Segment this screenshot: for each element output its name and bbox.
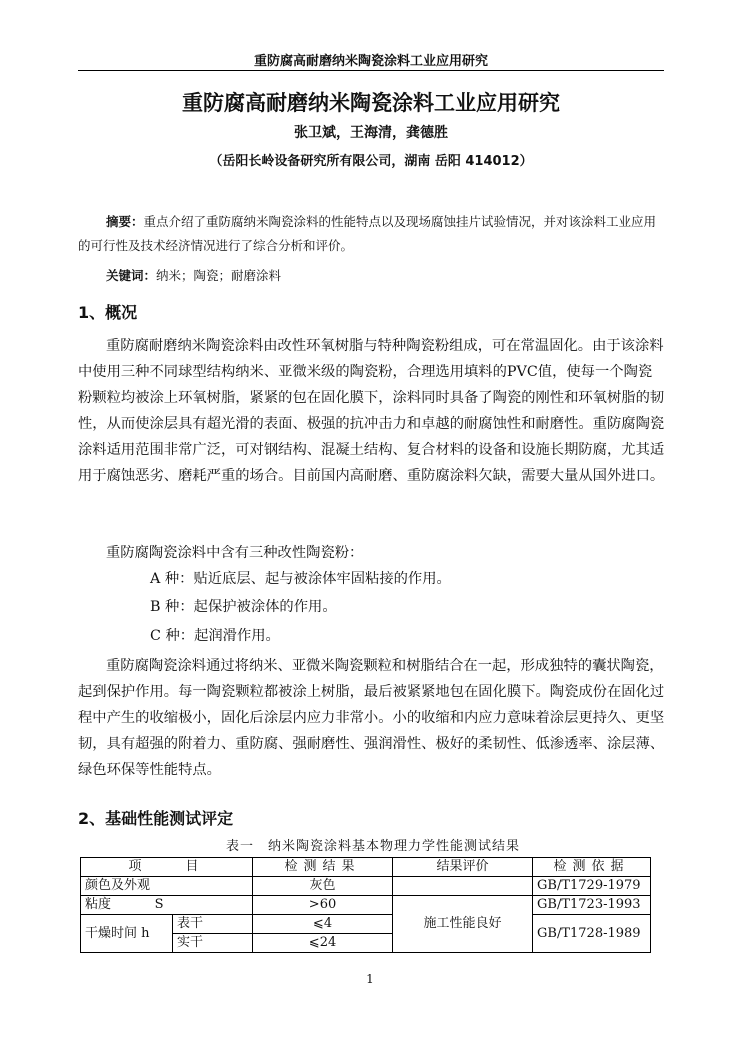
section-1-paragraph-2: 重防腐陶瓷涂料中含有三种改性陶瓷粉： [106,545,364,561]
header-rule [78,70,664,71]
evaluation-cell: 施工性能良好 [393,896,533,953]
hard-dry-value: ⩽24 [253,934,393,953]
table-row [81,915,651,934]
viscosity-label: 粘度 [85,897,112,912]
row-basis: GB/T1729-1979 [533,877,651,896]
page-number: 1 [366,972,374,986]
row-label: 颜色及外观 [81,877,253,896]
surface-dry-label: 表干 [173,915,253,934]
header-item: 项 目 [81,858,253,877]
row-result: >60 [253,896,393,915]
header-evaluation: 结果评价 [393,858,533,877]
header-basis: 检测依据 [533,858,651,877]
header-result: 检测结果 [253,858,393,877]
section-1-paragraph-3: 重防腐陶瓷涂料通过将纳米、亚微米陶瓷颗粒和树脂结合在一起，形成独特的囊状陶瓷，起到保护作用。每一陶瓷颗粒都被涂上树脂，最后被紧紧地包在固化膜下。陶瓷成份在固化过程中产生的收缩极小，固化后涂层内应力非常小。小的收缩和内应力意味着涂层更持久、更坚韧，具有超强的附着力、重防腐、强耐磨性、强润滑性、极好的柔韧性、低渗透率、涂层薄、绿色环保等性能特点。 [78,658,665,778]
keywords-label: 关键词： [106,268,157,283]
keywords-text: 纳米；陶瓷；耐磨涂料 [156,268,282,283]
abstract-label: 摘要： [106,214,144,229]
drying-basis: GB/T1728-1989 [533,915,651,953]
properties-table [80,857,651,953]
row-basis: GB/T1723-1993 [533,896,651,915]
surface-dry-value: ⩽4 [253,915,393,934]
running-header: 重防腐高耐磨纳米陶瓷涂料工业应用研究 [253,54,488,69]
table-row [81,877,651,896]
drying-label: 干燥时间 h [81,915,173,953]
table-header-row [81,858,651,877]
affiliation: （岳阳长岭设备研究所有限公司，湖南 岳阳 414012） [209,154,533,169]
abstract-text: 重点介绍了重防腐纳米陶瓷涂料的性能特点以及现场腐蚀挂片试验情况，并对该涂料工业应用的可行性及技术经济情况进行了综合分析和评价。 [78,214,657,253]
paper-title: 重防腐高耐磨纳米陶瓷涂料工业应用研究 [182,91,560,115]
table-caption: 表一 纳米陶瓷涂料基本物理力学性能测试结果 [225,839,520,854]
list-item-c: C 种：起润滑作用。 [150,628,280,644]
section-1-heading: 1、概况 [78,303,138,322]
row-result: 灰色 [253,877,393,896]
viscosity-unit: S [154,897,164,912]
keywords [106,266,666,286]
list-item-a: A 种：贴近底层、起与被涂体牢固粘接的作用。 [150,571,451,587]
table-row [81,896,651,915]
section-2-heading: 2、基础性能测试评定 [78,809,234,828]
list-item-b: B 种：起保护被涂体的作用。 [150,599,337,615]
row-label [81,896,253,915]
row-evaluation [393,877,533,896]
section-1-paragraph-1: 重防腐耐磨纳米陶瓷涂料由改性环氧树脂与特种陶瓷粉组成，可在常温固化。由于该涂料中使用三种不同球型结构纳米、亚微米级的陶瓷粉，合理选用填料的PVC值，使每一个陶瓷粉颗粒均被涂上环氧树脂，紧紧的包在固化膜下，涂料同时具备了陶瓷的刚性和环氧树脂的韧性，从而使涂层具有超光滑的表面、极强的抗冲击力和卓越的耐腐蚀性和耐磨性。重防腐陶瓷涂料适用范围非常广泛，可对钢结构、混凝土结构、复合材料的设备和设施长期防腐，尤其适用于腐蚀恶劣、磨耗严重的场合。目前国内高耐磨、重防腐涂料欠缺，需要大量从国外进口。 [78,338,665,484]
abstract [78,210,668,258]
hard-dry-label: 实干 [173,934,253,953]
authors: 张卫斌，王海清，龚德胜 [294,125,448,141]
